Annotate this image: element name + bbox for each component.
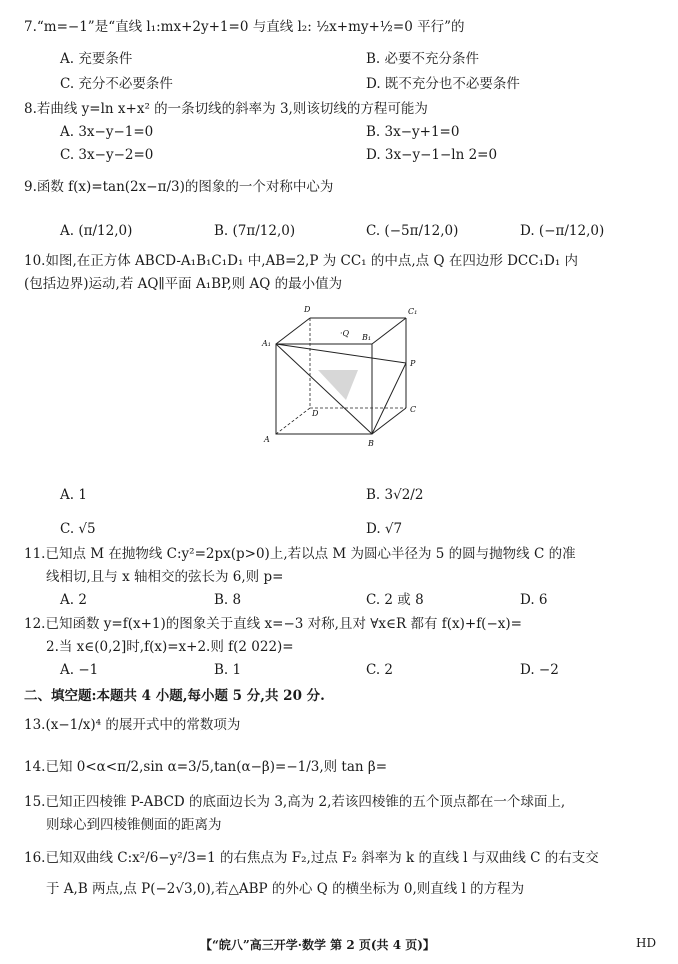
- q9-option-b: B. (7π/12,0): [214, 223, 296, 239]
- q8-option-d: D. 3x−y−1−ln 2=0: [366, 147, 498, 163]
- q7-option-d: D. 既不充分也不必要条件: [366, 76, 520, 92]
- q10-option-d: D. √7: [366, 521, 403, 537]
- q11-option-b: B. 8: [214, 592, 242, 608]
- q10-stem-line2: (包括边界)运动,若 AQ∥平面 A₁BP,则 AQ 的最小值为: [24, 276, 343, 292]
- q10-option-b: B. 3√2/2: [366, 487, 424, 503]
- page-footer: 【“皖八”高三开学·数学 第 2 页(共 4 页)】: [200, 938, 435, 952]
- edge-d-a-hidden: [276, 408, 310, 434]
- shaded-region: [318, 370, 358, 400]
- q12-option-c: C. 2: [366, 662, 394, 678]
- q11-stem-line2: 线相切,且与 x 轴相交的弦长为 6,则 p=: [46, 569, 284, 585]
- q16-stem-line2: 于 A,B 两点,点 P(−2√3,0),若△ABP 的外心 Q 的横坐标为 0,则直线 l 的方程为: [46, 881, 525, 897]
- edge-b1-c1: [372, 318, 406, 344]
- q10-stem-line1: 10.如图,在正方体 ABCD-A₁B₁C₁D₁ 中,AB=2,P 为 CC₁ 的中点,点 Q 在四边形 DCC₁D₁ 内: [24, 253, 579, 269]
- q16-stem-line1: 16.已知双曲线 C:x²/6−y²/3=1 的右焦点为 F₂,过点 F₂ 斜率为 k 的直线 l 与双曲线 C 的右支交: [24, 850, 599, 866]
- label-a1: A₁: [262, 339, 271, 348]
- label-d1: D: [304, 305, 311, 314]
- q14-stem: 14.已知 0<α<π/2,sin α=3/5,tan(α−β)=−1/3,则 tan β=: [24, 759, 388, 775]
- q11-option-d: D. 6: [520, 592, 548, 608]
- segment-b-p: [372, 363, 406, 434]
- q12-option-a: A. −1: [60, 662, 99, 678]
- q9-option-c: C. (−5π/12,0): [366, 223, 459, 239]
- footer-code: HD: [636, 936, 657, 950]
- q12-stem-line1: 12.已知函数 y=f(x+1)的图象关于直线 x=−3 对称,且对 ∀x∈R 都有 f(x)+f(−x)=: [24, 616, 522, 632]
- label-q: ·Q: [340, 329, 350, 338]
- q11-stem-line1: 11.已知点 M 在抛物线 C:y²=2px(p>0)上,若以点 M 为圆心半径为 5 的圆与抛物线 C 的准: [24, 546, 576, 562]
- cube-figure: [258, 300, 428, 450]
- q10-option-a: A. 1: [60, 487, 87, 503]
- q13-stem: 13.(x−1/x)⁴ 的展开式中的常数项为: [24, 717, 241, 733]
- q8-stem: 8.若曲线 y=ln x+x² 的一条切线的斜率为 3,则该切线的方程可能为: [24, 101, 428, 117]
- q7-option-c: C. 充分不必要条件: [60, 76, 173, 92]
- q12-option-b: B. 1: [214, 662, 242, 678]
- segment-a1-p: [276, 344, 406, 363]
- label-a: A: [264, 435, 270, 444]
- segment-a1-b: [276, 344, 372, 434]
- label-d: D: [312, 409, 319, 418]
- label-c: C: [410, 405, 417, 414]
- q15-stem-line2: 则球心到四棱锥侧面的距离为: [46, 817, 222, 833]
- edge-b-c: [372, 408, 406, 434]
- q8-option-c: C. 3x−y−2=0: [60, 147, 154, 163]
- q12-option-d: D. −2: [520, 662, 559, 678]
- q8-option-a: A. 3x−y−1=0: [60, 124, 154, 140]
- section-title-fill-in: 二、填空题:本题共 4 小题,每小题 5 分,共 20 分.: [24, 688, 325, 704]
- q7-option-b: B. 必要不充分条件: [366, 51, 480, 67]
- q7-stem: 7.“m=−1”是“直线 l₁:mx+2y+1=0 与直线 l₂: ½x+my+½=0 平行”的: [24, 19, 465, 35]
- label-c1: C₁: [408, 307, 418, 316]
- q12-stem-line2: 2.当 x∈(0,2]时,f(x)=x+2.则 f(2 022)=: [46, 639, 294, 655]
- label-p: P: [410, 359, 416, 368]
- q10-option-c: C. √5: [60, 521, 96, 537]
- q11-option-a: A. 2: [60, 592, 87, 608]
- label-b1: B₁: [362, 333, 372, 342]
- q8-option-b: B. 3x−y+1=0: [366, 124, 460, 140]
- q11-option-c: C. 2 或 8: [366, 592, 424, 608]
- q9-option-d: D. (−π/12,0): [520, 223, 605, 239]
- edge-a1-d1: [276, 318, 310, 344]
- label-b: B: [368, 439, 374, 448]
- q15-stem-line1: 15.已知正四棱锥 P-ABCD 的底面边长为 3,高为 2,若该四棱锥的五个顶点都在一个球面上,: [24, 794, 566, 810]
- q9-option-a: A. (π/12,0): [60, 223, 133, 239]
- q7-option-a: A. 充要条件: [60, 51, 133, 67]
- q9-stem: 9.函数 f(x)=tan(2x−π/3)的图象的一个对称中心为: [24, 179, 334, 195]
